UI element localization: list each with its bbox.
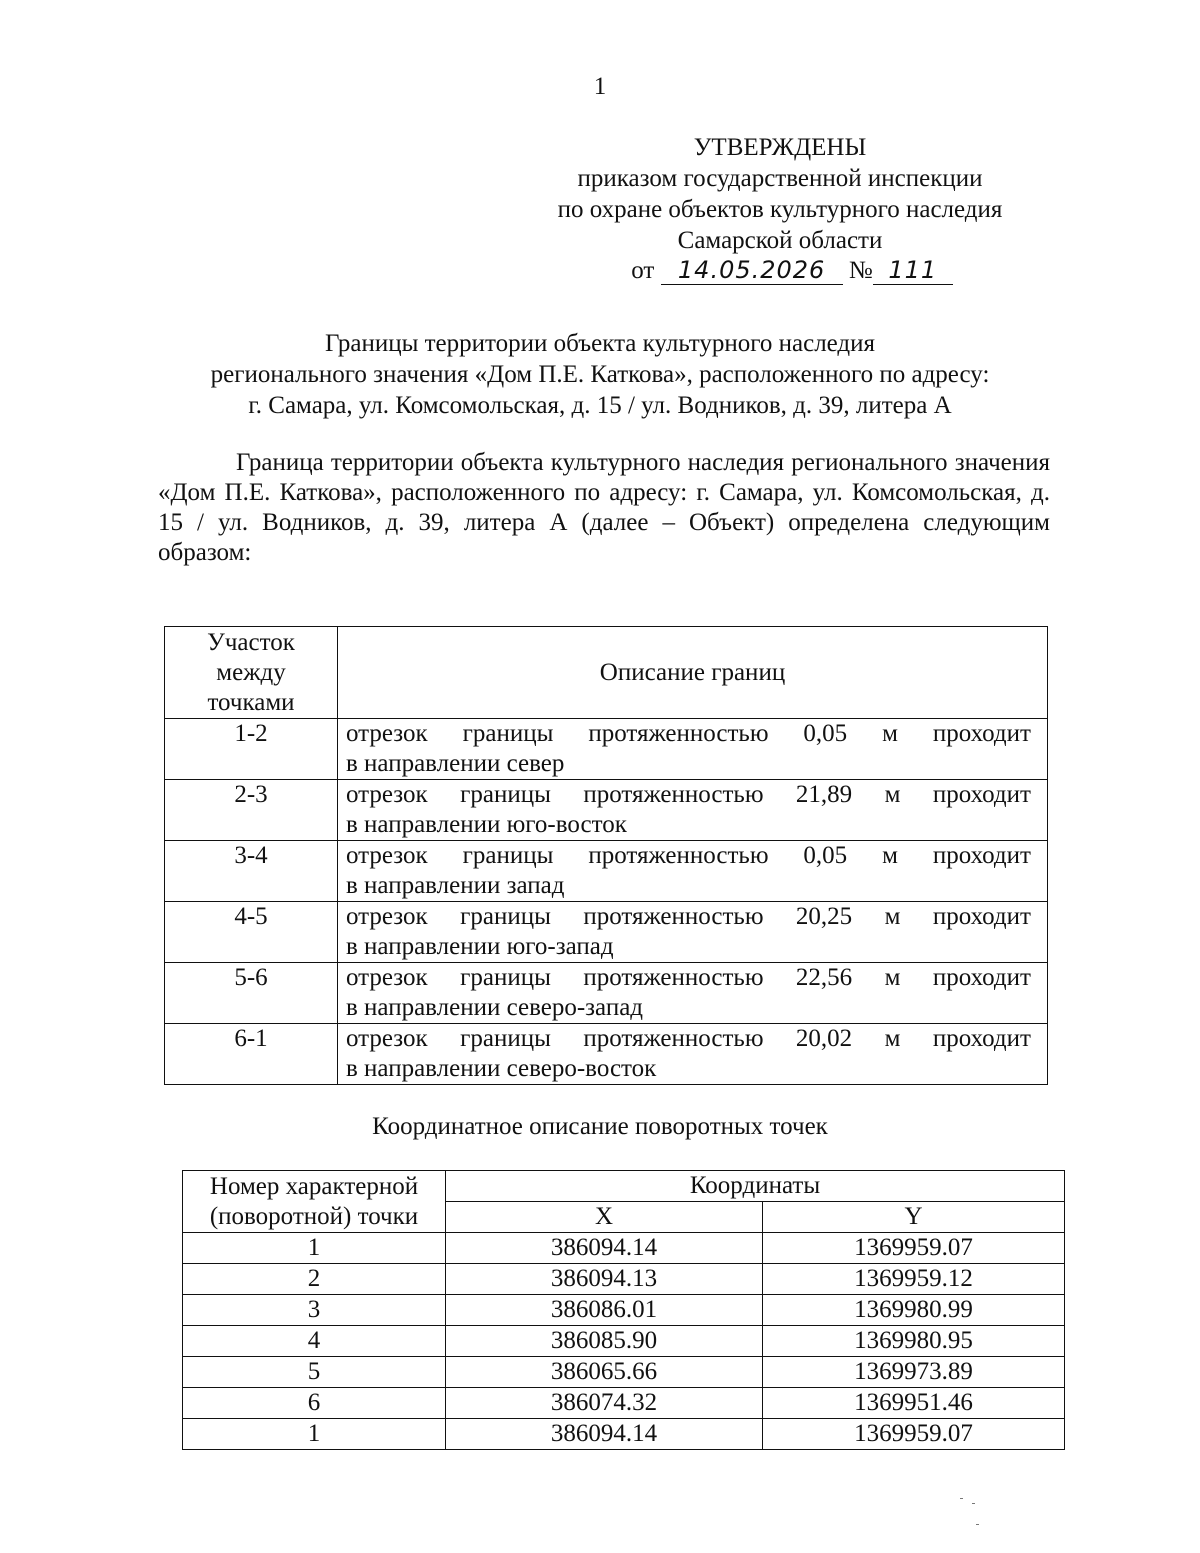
y-coordinate-cell: 1369980.95 (763, 1326, 1065, 1357)
coordinates-table-body (183, 1233, 1065, 1450)
description-word: границы (462, 842, 554, 869)
description-word: м (884, 964, 901, 991)
segment-cell: 4-5 (165, 902, 338, 963)
segment-cell: 5-6 (165, 963, 338, 1024)
point-number-cell: 1 (183, 1419, 446, 1450)
description-direction: в направлении запад (346, 872, 565, 899)
description-word: протяженностью (583, 964, 764, 991)
segment-cell: 3-4 (165, 841, 338, 902)
number-field (873, 257, 953, 285)
description-line (346, 841, 1031, 871)
description-line (346, 719, 1031, 749)
description-word: 0,05 (803, 720, 848, 747)
description-word: 20,02 (795, 1025, 853, 1052)
table-row (183, 1419, 1065, 1450)
table-row (165, 1024, 1048, 1085)
y-coordinate-cell: 1369980.99 (763, 1295, 1065, 1326)
segment-cell: 1-2 (165, 719, 338, 780)
description-line (346, 780, 1031, 810)
x-coordinate-cell: 386074.32 (446, 1388, 763, 1419)
scan-artifact (976, 1524, 979, 1525)
title-line: Границы территории объекта культурного наследия (324, 330, 876, 357)
description-word: проходит (932, 781, 1031, 808)
description-word: протяженностью (583, 903, 764, 930)
table-row (165, 841, 1048, 902)
description-cell (338, 1024, 1048, 1085)
point-number-cell: 2 (183, 1264, 446, 1295)
coordinates-title: Координатное описание поворотных точек (372, 1113, 828, 1140)
point-number-cell: 4 (183, 1326, 446, 1357)
table-row (165, 902, 1048, 963)
approval-block (520, 132, 1040, 286)
approval-heading: УТВЕРЖДЕНЫ (693, 134, 867, 161)
boundary-description-table (164, 626, 1048, 1085)
table-row (183, 1295, 1065, 1326)
x-coordinate-cell: 386094.13 (446, 1264, 763, 1295)
description-word: 21,89 (795, 781, 853, 808)
x-coordinate-cell: 386085.90 (446, 1326, 763, 1357)
description-word: границы (460, 1025, 551, 1052)
table-row (165, 780, 1048, 841)
description-word: протяженностью (583, 781, 764, 808)
approval-line: Самарской области (677, 227, 883, 254)
description-direction: в направлении юго-восток (346, 811, 627, 838)
document-title (0, 328, 1200, 421)
x-header: X (446, 1202, 763, 1233)
description-word: отрезок (346, 903, 428, 930)
description-cell (338, 902, 1048, 963)
description-word: проходит (932, 720, 1031, 747)
table-row (183, 1388, 1065, 1419)
intro-paragraph: Граница территории объекта культурного наследия регионального значения «Дом П.Е. Каткова», расположенного по адресу: г. Самара, ул. Комсомольская, д. 15 / ул. Водников, д. 39, литера А (далее – Объект) определена следующим образом: (158, 449, 1050, 566)
point-number-cell: 6 (183, 1388, 446, 1419)
description-cell (338, 963, 1048, 1024)
segment-cell: 6-1 (165, 1024, 338, 1085)
description-word: 22,56 (795, 964, 853, 991)
x-coordinate-cell: 386094.14 (446, 1419, 763, 1450)
description-word: 0,05 (803, 842, 848, 869)
scan-artifact (960, 1498, 963, 1499)
description-cell (338, 780, 1048, 841)
description-word: границы (460, 781, 551, 808)
x-coordinate-cell: 386065.66 (446, 1357, 763, 1388)
number-prefix: № (848, 257, 873, 284)
description-word: протяженностью (583, 1025, 764, 1052)
description-word: 20,25 (795, 903, 853, 930)
description-word: отрезок (346, 1025, 428, 1052)
description-cell (338, 719, 1048, 780)
description-line (346, 902, 1031, 932)
table-header-row (165, 627, 1048, 719)
y-coordinate-cell: 1369951.46 (763, 1388, 1065, 1419)
description-word: отрезок (346, 964, 428, 991)
description-word: границы (460, 964, 551, 991)
segment-header: Участок между точками (165, 627, 338, 719)
description-direction: в направлении юго-запад (346, 933, 614, 960)
title-line: регионального значения «Дом П.Е. Каткова», расположенного по адресу: (210, 361, 990, 388)
description-direction: в направлении северо-восток (346, 1055, 657, 1082)
y-coordinate-cell: 1369959.12 (763, 1264, 1065, 1295)
approval-date-line (520, 255, 1040, 286)
description-word: проходит (932, 842, 1031, 869)
description-word: отрезок (346, 781, 428, 808)
y-coordinate-cell: 1369959.07 (763, 1419, 1065, 1450)
page-number: 1 (593, 73, 607, 100)
y-coordinate-cell: 1369973.89 (763, 1357, 1065, 1388)
table-row (183, 1357, 1065, 1388)
description-word: проходит (932, 1025, 1031, 1052)
description-word: протяженностью (588, 720, 769, 747)
table-header-row (183, 1171, 1065, 1202)
segment-cell: 2-3 (165, 780, 338, 841)
scan-artifact (972, 1503, 975, 1504)
description-word: границы (462, 720, 554, 747)
approval-line: приказом государственной инспекции (577, 165, 983, 192)
coordinates-header: Координаты (446, 1171, 1065, 1202)
description-word: проходит (932, 903, 1031, 930)
description-word: м (884, 903, 901, 930)
description-word: проходит (932, 964, 1031, 991)
description-word: границы (460, 903, 551, 930)
point-number-cell: 1 (183, 1233, 446, 1264)
table-row (165, 963, 1048, 1024)
description-word: протяженностью (588, 842, 769, 869)
description-word: м (884, 781, 901, 808)
description-line (346, 963, 1031, 993)
table-row (183, 1264, 1065, 1295)
handwritten-date: 14.05.2026 (677, 256, 826, 284)
point-number-header: Номер характерной (поворотной) точки (183, 1171, 446, 1233)
description-word: м (882, 842, 898, 869)
table-row (183, 1326, 1065, 1357)
description-word: м (884, 1025, 901, 1052)
date-field (661, 257, 843, 285)
title-line: г. Самара, ул. Комсомольская, д. 15 / ул. Водников, д. 39, литера А (248, 392, 952, 419)
description-word: отрезок (346, 842, 428, 869)
table-row (165, 719, 1048, 780)
description-word: м (882, 720, 898, 747)
y-header: Y (763, 1202, 1065, 1233)
table-row (183, 1233, 1065, 1264)
approval-line: по охране объектов культурного наследия (557, 196, 1003, 223)
x-coordinate-cell: 386086.01 (446, 1295, 763, 1326)
point-number-cell: 5 (183, 1357, 446, 1388)
description-line (346, 1024, 1031, 1054)
date-prefix: от (631, 257, 655, 284)
description-header: Описание границ (338, 627, 1048, 719)
boundary-table-body (165, 719, 1048, 1085)
coordinates-table (182, 1170, 1065, 1450)
description-direction: в направлении северо-запад (346, 994, 644, 1021)
point-number-cell: 3 (183, 1295, 446, 1326)
description-cell (338, 841, 1048, 902)
handwritten-number: 111 (888, 256, 938, 284)
x-coordinate-cell: 386094.14 (446, 1233, 763, 1264)
description-word: отрезок (346, 720, 428, 747)
description-direction: в направлении север (346, 750, 565, 777)
y-coordinate-cell: 1369959.07 (763, 1233, 1065, 1264)
